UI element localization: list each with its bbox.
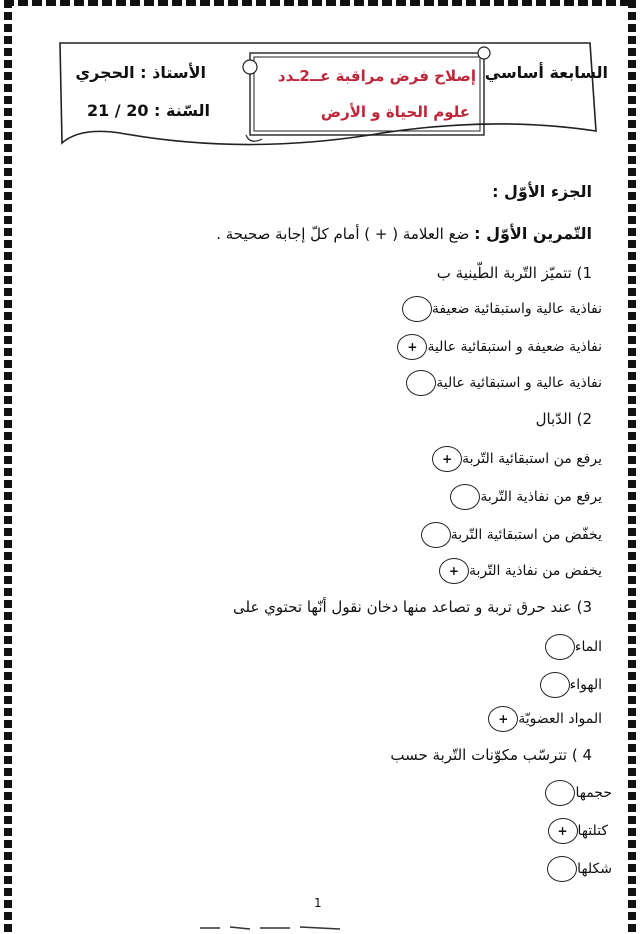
question-3: 3) عند حرق تربة و تصاعد منها دخان نقول أنّها تحتوي على	[233, 598, 592, 616]
decorative-border-right	[628, 0, 636, 934]
option-1-2	[391, 332, 602, 362]
option-label: يخفض من نفاذية التّربة	[468, 563, 602, 579]
answer-circle	[545, 780, 575, 806]
header-box	[40, 23, 610, 157]
document-title: إصلاح فرض مراقبة عــ2ـدد	[277, 67, 476, 85]
option-3-2	[534, 670, 602, 700]
option-4-2	[542, 816, 608, 846]
header-frame	[40, 23, 610, 157]
question-4: 4 ) تترسّب مكوّنات التّربة حسب	[390, 746, 592, 764]
answer-circle	[545, 634, 575, 660]
answer-circle: +	[488, 706, 518, 732]
option-label: شكلها	[577, 861, 612, 877]
exercise-title: التّمرين الأوّل :	[474, 224, 592, 243]
option-label: نفاذية عالية و استبقائية عالية	[436, 375, 602, 391]
grade-label: السابعة أساسي	[484, 63, 608, 82]
option-label: المواد العضويّة	[518, 711, 602, 727]
option-label: نفاذية عالية واستبقائية ضعيفة	[431, 301, 602, 317]
option-1-3	[400, 368, 602, 398]
exercise-instruction: ضع العلامة ( + ) أمام كلّ إجابة صحيحة .	[216, 225, 470, 243]
answer-circle	[540, 672, 570, 698]
option-2-2	[444, 482, 602, 512]
option-label: يرفع من استبقائية التّربة	[462, 451, 602, 467]
answer-circle	[421, 522, 451, 548]
answer-circle	[406, 370, 436, 396]
decorative-border-top	[4, 0, 636, 6]
option-label: كتلتها	[577, 823, 608, 839]
decorative-border-left	[4, 0, 12, 934]
option-label: يرفع من نفاذية التّربة	[480, 489, 602, 505]
answer-circle	[547, 856, 577, 882]
question-2: 2) الدّبال	[535, 410, 592, 428]
option-2-1	[426, 444, 602, 474]
page-number: 1	[314, 896, 322, 910]
teacher-label: الأستاذ : الحجري	[75, 63, 206, 82]
answer-circle: +	[439, 558, 469, 584]
answer-circle: +	[397, 334, 427, 360]
option-3-1	[539, 632, 602, 662]
option-3-3	[482, 704, 602, 734]
option-2-3	[415, 520, 602, 550]
option-4-3	[541, 854, 612, 884]
option-label: الماء	[574, 639, 602, 655]
option-label: نفاذية ضعيفة و استبقائية عالية	[427, 339, 602, 355]
option-1-1	[396, 294, 602, 324]
year-label: السّنة : 20 / 21	[86, 101, 210, 120]
answer-circle: +	[548, 818, 578, 844]
question-1: 1) تتميّز التّربة الطّينية ب	[436, 264, 592, 282]
section-title: الجزء الأوّل :	[492, 182, 592, 201]
answer-circle	[402, 296, 432, 322]
option-4-1	[539, 778, 612, 808]
answer-circle: +	[432, 446, 462, 472]
option-label: حجمها	[575, 785, 612, 801]
option-2-4	[433, 556, 602, 586]
scroll-banner	[243, 47, 490, 141]
exercise-line	[216, 224, 592, 243]
subject-label: علوم الحياة و الأرض	[320, 103, 470, 121]
answer-circle	[450, 484, 480, 510]
option-label: الهواء	[569, 677, 602, 693]
option-label: يخفّض من استبقائية التّربة	[450, 527, 602, 543]
bottom-edge-marks	[200, 918, 360, 932]
